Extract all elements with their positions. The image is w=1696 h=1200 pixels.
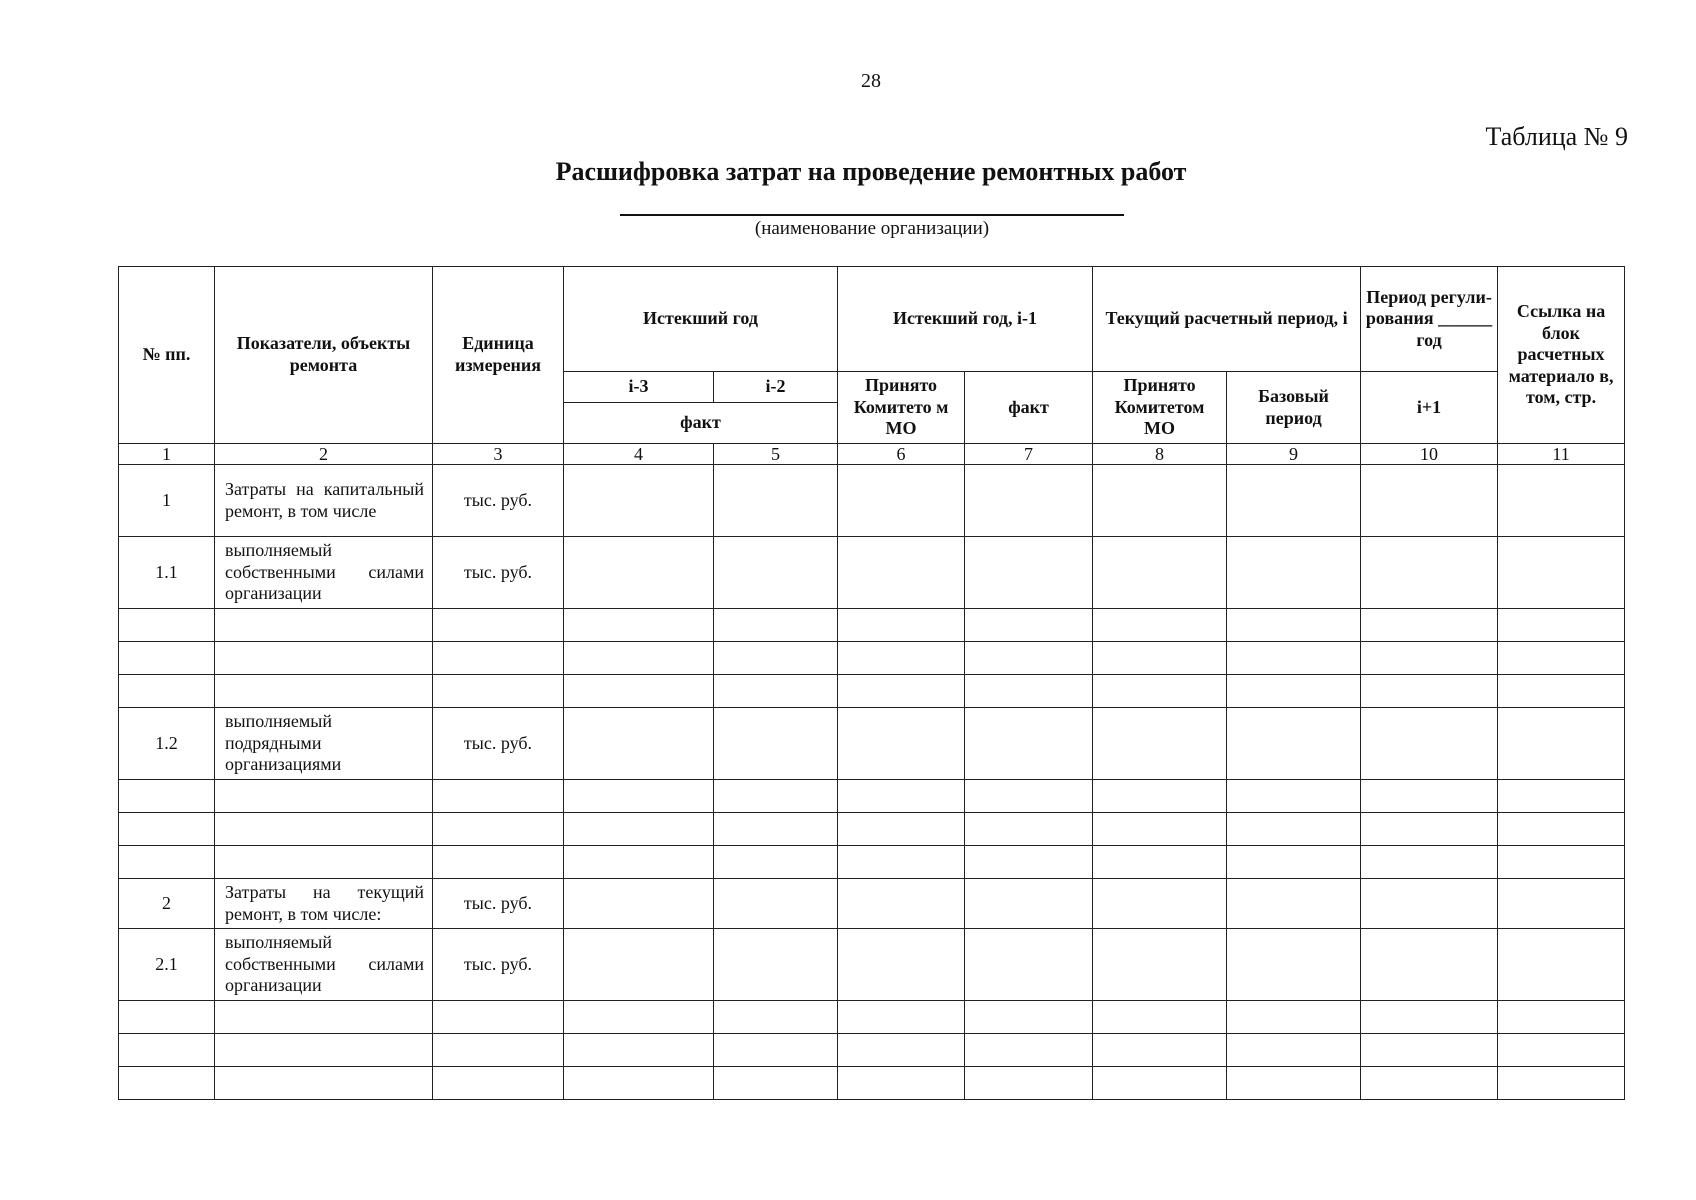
row-value-cell bbox=[1093, 1067, 1227, 1100]
row-number bbox=[119, 1034, 215, 1067]
organization-caption: (наименование организации) bbox=[754, 218, 990, 239]
row-value-cell bbox=[1498, 879, 1625, 929]
row-value-cell bbox=[1227, 708, 1361, 780]
row-number bbox=[119, 609, 215, 642]
row-value-cell bbox=[1498, 813, 1625, 846]
row-value-cell bbox=[1361, 846, 1498, 879]
row-value-cell bbox=[1093, 780, 1227, 813]
row-unit bbox=[433, 675, 564, 708]
header-fact: факт bbox=[965, 372, 1093, 444]
row-value-cell bbox=[564, 879, 714, 929]
row-unit: тыс. руб. bbox=[433, 708, 564, 780]
row-value-cell bbox=[1093, 813, 1227, 846]
row-value-cell bbox=[1498, 1067, 1625, 1100]
row-number bbox=[119, 642, 215, 675]
header-regulation-period: Период регули-рования ______ год bbox=[1361, 267, 1498, 372]
header-i2: i-2 bbox=[714, 372, 838, 403]
row-value-cell bbox=[838, 537, 965, 609]
header-i3: i-3 bbox=[564, 372, 714, 403]
row-value-cell bbox=[838, 465, 965, 537]
row-value-cell bbox=[965, 675, 1093, 708]
row-value-cell bbox=[965, 642, 1093, 675]
row-value-cell bbox=[564, 929, 714, 1001]
row-number bbox=[119, 813, 215, 846]
row-value-cell bbox=[1361, 879, 1498, 929]
column-number: 2 bbox=[215, 444, 433, 465]
row-value-cell bbox=[564, 642, 714, 675]
row-value-cell bbox=[1361, 465, 1498, 537]
header-reference: Ссылка на блок расчетных материало в, том, стр. bbox=[1498, 267, 1625, 444]
row-value-cell bbox=[714, 929, 838, 1001]
row-value-cell bbox=[965, 780, 1093, 813]
row-value-cell bbox=[714, 879, 838, 929]
row-number: 2 bbox=[119, 879, 215, 929]
row-value-cell bbox=[564, 846, 714, 879]
row-value-cell bbox=[965, 465, 1093, 537]
row-value-cell bbox=[1227, 537, 1361, 609]
row-unit: тыс. руб. bbox=[433, 929, 564, 1001]
row-value-cell bbox=[1227, 879, 1361, 929]
row-value-cell bbox=[1498, 1034, 1625, 1067]
row-value-cell bbox=[714, 813, 838, 846]
column-number: 11 bbox=[1498, 444, 1625, 465]
row-value-cell bbox=[1361, 642, 1498, 675]
table-row bbox=[119, 537, 1625, 609]
document-title: Расшифровка затрат на проведение ремонтных работ bbox=[555, 157, 1187, 186]
column-number: 3 bbox=[433, 444, 564, 465]
row-number bbox=[119, 1001, 215, 1034]
row-value-cell bbox=[838, 1067, 965, 1100]
page-number: 28 bbox=[861, 70, 881, 92]
row-indicator: Затраты на капитальный ремонт, в том числе bbox=[215, 465, 433, 537]
row-value-cell bbox=[1227, 1067, 1361, 1100]
row-value-cell bbox=[1093, 465, 1227, 537]
row-value-cell bbox=[1227, 1034, 1361, 1067]
header-num: № пп. bbox=[119, 267, 215, 444]
row-indicator bbox=[215, 609, 433, 642]
table-number: Таблица № 9 bbox=[1485, 122, 1628, 151]
row-value-cell bbox=[1361, 609, 1498, 642]
row-value-cell bbox=[564, 537, 714, 609]
row-value-cell bbox=[838, 1001, 965, 1034]
table-row bbox=[119, 1034, 1625, 1067]
row-indicator bbox=[215, 1067, 433, 1100]
header-past-year-i1: Истекший год, i-1 bbox=[838, 267, 1093, 372]
row-unit bbox=[433, 1001, 564, 1034]
row-value-cell bbox=[965, 1001, 1093, 1034]
row-value-cell bbox=[714, 1034, 838, 1067]
row-value-cell bbox=[564, 675, 714, 708]
row-indicator: выполняемый собственными силами организации bbox=[215, 929, 433, 1001]
row-value-cell bbox=[965, 846, 1093, 879]
row-value-cell bbox=[564, 1001, 714, 1034]
row-value-cell bbox=[1093, 708, 1227, 780]
table-row bbox=[119, 1067, 1625, 1100]
row-value-cell bbox=[564, 1034, 714, 1067]
row-value-cell bbox=[1361, 929, 1498, 1001]
row-value-cell bbox=[564, 1067, 714, 1100]
table-row bbox=[119, 879, 1625, 929]
row-indicator: выполняемый подрядными организациями bbox=[215, 708, 433, 780]
table-row bbox=[119, 642, 1625, 675]
row-unit bbox=[433, 1034, 564, 1067]
row-value-cell bbox=[714, 537, 838, 609]
row-value-cell bbox=[1498, 846, 1625, 879]
column-number-row bbox=[119, 444, 1625, 465]
header-base-period: Базовый период bbox=[1227, 372, 1361, 444]
row-value-cell bbox=[965, 879, 1093, 929]
row-value-cell bbox=[564, 780, 714, 813]
row-value-cell bbox=[1093, 846, 1227, 879]
row-value-cell bbox=[838, 846, 965, 879]
row-value-cell bbox=[714, 780, 838, 813]
header-indicators: Показатели, объекты ремонта bbox=[215, 267, 433, 444]
row-value-cell bbox=[1227, 780, 1361, 813]
column-number: 4 bbox=[564, 444, 714, 465]
row-value-cell bbox=[1227, 465, 1361, 537]
row-indicator: Затраты на текущий ремонт, в том числе: bbox=[215, 879, 433, 929]
row-value-cell bbox=[1361, 537, 1498, 609]
row-value-cell bbox=[838, 780, 965, 813]
row-value-cell bbox=[1498, 675, 1625, 708]
row-unit bbox=[433, 642, 564, 675]
row-value-cell bbox=[1093, 1034, 1227, 1067]
header-past-year: Истекший год bbox=[564, 267, 838, 372]
row-indicator: выполняемый собственными силами организации bbox=[215, 537, 433, 609]
row-value-cell bbox=[838, 879, 965, 929]
row-value-cell bbox=[965, 1034, 1093, 1067]
row-value-cell bbox=[1093, 1001, 1227, 1034]
column-number: 1 bbox=[119, 444, 215, 465]
header-current-period: Текущий расчетный период, i bbox=[1093, 267, 1361, 372]
row-value-cell bbox=[1227, 813, 1361, 846]
column-number: 7 bbox=[965, 444, 1093, 465]
row-value-cell bbox=[838, 1034, 965, 1067]
row-value-cell bbox=[1498, 642, 1625, 675]
row-value-cell bbox=[1361, 1001, 1498, 1034]
row-value-cell bbox=[838, 813, 965, 846]
row-value-cell bbox=[838, 929, 965, 1001]
row-value-cell bbox=[714, 465, 838, 537]
row-value-cell bbox=[564, 609, 714, 642]
row-number bbox=[119, 675, 215, 708]
column-number: 5 bbox=[714, 444, 838, 465]
row-value-cell bbox=[1361, 708, 1498, 780]
row-value-cell bbox=[564, 813, 714, 846]
row-value-cell bbox=[838, 708, 965, 780]
header-unit: Единица измерения bbox=[433, 267, 564, 444]
table-row bbox=[119, 780, 1625, 813]
row-number: 1.1 bbox=[119, 537, 215, 609]
row-indicator bbox=[215, 846, 433, 879]
table-row bbox=[119, 929, 1625, 1001]
column-number: 10 bbox=[1361, 444, 1498, 465]
row-value-cell bbox=[965, 813, 1093, 846]
repair-costs-table bbox=[118, 266, 1625, 1100]
row-value-cell bbox=[1361, 1067, 1498, 1100]
row-value-cell bbox=[564, 708, 714, 780]
row-indicator bbox=[215, 813, 433, 846]
row-value-cell bbox=[714, 1067, 838, 1100]
column-number: 9 bbox=[1227, 444, 1361, 465]
header-fact-merged: факт bbox=[564, 403, 838, 444]
column-number: 6 bbox=[838, 444, 965, 465]
row-unit bbox=[433, 780, 564, 813]
row-value-cell bbox=[1498, 1001, 1625, 1034]
row-value-cell bbox=[1498, 708, 1625, 780]
row-number bbox=[119, 780, 215, 813]
row-number bbox=[119, 1067, 215, 1100]
row-value-cell bbox=[1361, 813, 1498, 846]
row-number: 1.2 bbox=[119, 708, 215, 780]
row-value-cell bbox=[1498, 537, 1625, 609]
row-value-cell bbox=[838, 675, 965, 708]
row-value-cell bbox=[1498, 465, 1625, 537]
row-indicator bbox=[215, 675, 433, 708]
table-row bbox=[119, 813, 1625, 846]
row-value-cell bbox=[838, 642, 965, 675]
row-value-cell bbox=[1361, 1034, 1498, 1067]
row-indicator bbox=[215, 1001, 433, 1034]
row-value-cell bbox=[1227, 929, 1361, 1001]
row-value-cell bbox=[1093, 675, 1227, 708]
row-value-cell bbox=[714, 846, 838, 879]
table-row bbox=[119, 609, 1625, 642]
row-value-cell bbox=[838, 609, 965, 642]
row-unit bbox=[433, 1067, 564, 1100]
row-value-cell bbox=[1093, 642, 1227, 675]
row-value-cell bbox=[1093, 929, 1227, 1001]
row-value-cell bbox=[1227, 1001, 1361, 1034]
row-value-cell bbox=[1361, 780, 1498, 813]
row-indicator bbox=[215, 642, 433, 675]
row-unit bbox=[433, 846, 564, 879]
row-value-cell bbox=[714, 708, 838, 780]
row-value-cell bbox=[1227, 642, 1361, 675]
row-value-cell bbox=[1227, 846, 1361, 879]
row-unit: тыс. руб. bbox=[433, 537, 564, 609]
header-accepted-committee-2: Принято Комитетом МО bbox=[1093, 372, 1227, 444]
row-value-cell bbox=[714, 1001, 838, 1034]
row-value-cell bbox=[1093, 879, 1227, 929]
table-row bbox=[119, 846, 1625, 879]
organization-name-line bbox=[620, 214, 1124, 216]
row-unit bbox=[433, 609, 564, 642]
row-value-cell bbox=[714, 675, 838, 708]
row-unit bbox=[433, 813, 564, 846]
row-value-cell bbox=[714, 609, 838, 642]
row-unit: тыс. руб. bbox=[433, 879, 564, 929]
row-value-cell bbox=[1227, 609, 1361, 642]
row-indicator bbox=[215, 1034, 433, 1067]
row-indicator bbox=[215, 780, 433, 813]
row-value-cell bbox=[564, 465, 714, 537]
column-number: 8 bbox=[1093, 444, 1227, 465]
row-value-cell bbox=[1227, 675, 1361, 708]
row-value-cell bbox=[1093, 609, 1227, 642]
row-value-cell bbox=[965, 537, 1093, 609]
row-value-cell bbox=[965, 708, 1093, 780]
header-accepted-committee-1: Принято Комитето м МО bbox=[838, 372, 965, 444]
row-value-cell bbox=[1361, 675, 1498, 708]
table-row bbox=[119, 465, 1625, 537]
table-row bbox=[119, 1001, 1625, 1034]
row-value-cell bbox=[1498, 780, 1625, 813]
row-number bbox=[119, 846, 215, 879]
table-row bbox=[119, 708, 1625, 780]
row-value-cell bbox=[965, 609, 1093, 642]
row-unit: тыс. руб. bbox=[433, 465, 564, 537]
header-i-plus-1: i+1 bbox=[1361, 372, 1498, 444]
row-value-cell bbox=[1093, 537, 1227, 609]
row-value-cell bbox=[965, 1067, 1093, 1100]
row-value-cell bbox=[1498, 929, 1625, 1001]
row-number: 1 bbox=[119, 465, 215, 537]
row-value-cell bbox=[1498, 609, 1625, 642]
row-number: 2.1 bbox=[119, 929, 215, 1001]
row-value-cell bbox=[714, 642, 838, 675]
row-value-cell bbox=[965, 929, 1093, 1001]
table-row bbox=[119, 675, 1625, 708]
